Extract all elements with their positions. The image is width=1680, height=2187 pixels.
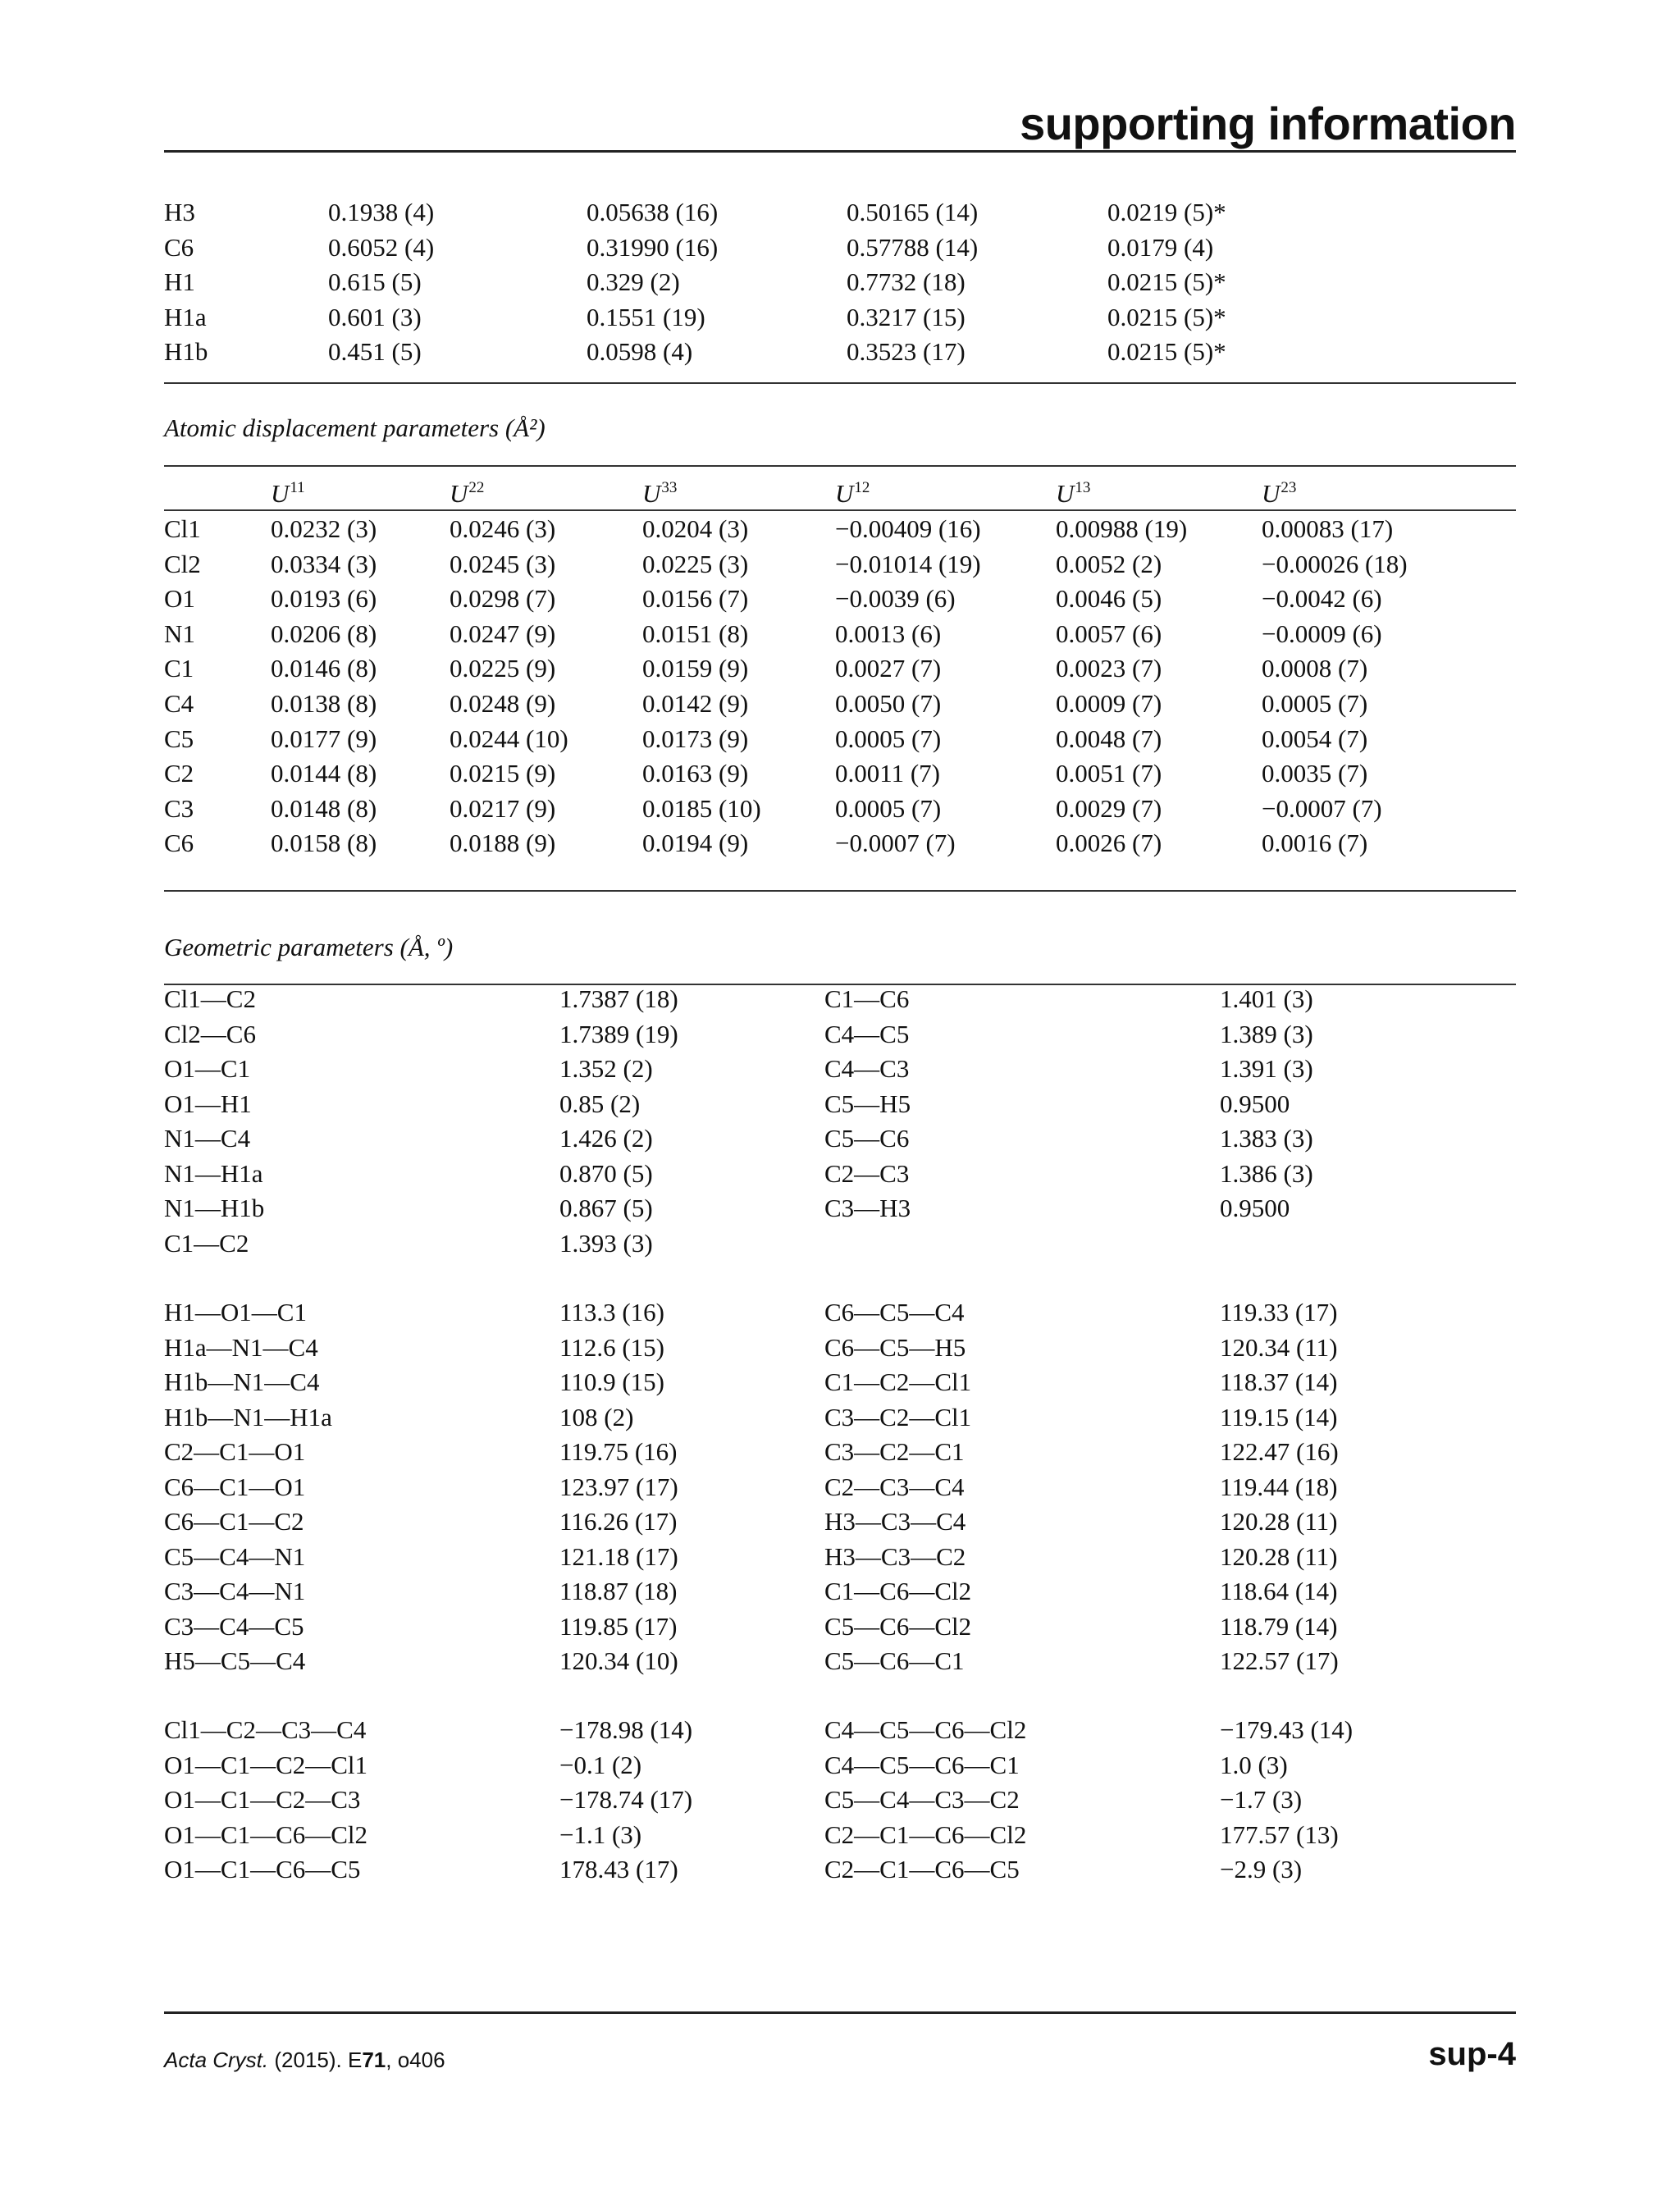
geom-torsion-cell: −0.1 (2) [559,1750,642,1779]
adp-cell: 0.0173 (9) [642,724,749,753]
adp-cell: C1 [164,654,194,683]
geom-angle-cell: C6—C1—C2 [164,1507,304,1536]
geom-bond-cell: 1.7387 (18) [559,984,678,1013]
geom-torsion-cell: 177.57 (13) [1220,1819,1339,1849]
adp-cell: 0.0148 (8) [271,793,377,823]
adp-cell: −0.01014 (19) [835,549,981,578]
adp-cell: 0.0146 (8) [271,654,377,683]
geom-angle-cell: C6—C1—O1 [164,1472,306,1501]
adp-cell: −0.0039 (6) [835,584,956,614]
geom-angle-cell: 119.33 (17) [1220,1298,1338,1326]
geom-bond-cell: C3—H3 [824,1194,911,1222]
adp-header-cell [271,470,305,511]
adp-header-cell [1262,470,1296,511]
geom-torsion-cell: 178.43 (17) [559,1855,678,1883]
coords-cell: 0.6052 (4) [328,232,435,262]
geom-bond-cell: N1—H1a [164,1158,263,1188]
adp-cell: 0.0057 (6) [1056,619,1162,648]
geom-bond-cell: N1—C4 [164,1124,251,1153]
footer-article: , o406 [386,2048,445,2072]
adp-header-symbol: U [835,479,854,508]
adp-cell: 0.0204 (3) [642,514,749,543]
adp-header-cell [642,470,677,511]
adp-cell: O1 [164,584,195,614]
geom-torsion-cell: C2—C1—C6—C5 [824,1855,1020,1883]
adp-header-symbol: U [1056,479,1075,508]
adp-cell: 0.0144 (8) [271,759,377,788]
geom-angle-cell: C1—C2—Cl1 [824,1367,972,1396]
adp-cell: C6 [164,829,194,858]
footer-volume-prefix: E [348,2048,363,2072]
adp-header-cell [1056,470,1090,511]
geom-angle-cell: C6—C5—H5 [824,1332,966,1362]
geom-angle-cell: 119.75 (16) [559,1437,678,1466]
adp-cell: C3 [164,793,194,823]
adp-cell: 0.0158 (8) [271,829,377,858]
adp-cell: 0.0246 (3) [450,514,556,543]
geom-angle-cell: 112.6 (15) [559,1332,664,1362]
adp-cell: 0.0009 (7) [1056,689,1162,718]
adp-header-symbol: U [1262,479,1281,508]
adp-section-title: Atomic displacement parameters (Å²) [164,413,546,442]
coords-cell: 0.0179 (4) [1107,232,1214,262]
adp-cell: 0.0215 (9) [450,759,556,788]
geom-torsion-cell: −179.43 (14) [1220,1715,1354,1744]
geom-angle-cell: C3—C4—C5 [164,1611,304,1641]
geom-angle-cell: C5—C6—C1 [824,1646,965,1675]
geom-torsion-cell: C4—C5—C6—C1 [824,1750,1020,1779]
coords-cell: 0.601 (3) [328,302,422,331]
adp-cell: 0.0244 (10) [450,724,568,753]
footer-citation [164,2048,445,2073]
coords-cell: 0.1938 (4) [328,198,435,226]
adp-cell: 0.0054 (7) [1262,724,1368,753]
coords-end-rule [164,382,1516,384]
coords-cell: 0.50165 (14) [847,198,979,226]
adp-cell: 0.0052 (2) [1056,549,1162,578]
geom-angle-cell: H3—C3—C4 [824,1507,966,1536]
geom-angle-cell: 116.26 (17) [559,1507,678,1536]
adp-cell: 0.0035 (7) [1262,759,1368,788]
geom-bond-cell: 0.870 (5) [559,1158,653,1188]
geom-bond-cell: 0.9500 [1220,1089,1290,1118]
adp-cell: 0.0193 (6) [271,584,377,614]
geom-bond-cell: C1—C6 [824,984,910,1013]
adp-header-index: 12 [854,479,870,496]
geom-bond-cell: O1—C1 [164,1054,251,1083]
adp-cell: 0.0048 (7) [1056,724,1162,753]
geom-angle-cell: 119.44 (18) [1220,1472,1338,1501]
geom-bond-cell: 0.85 (2) [559,1089,641,1118]
geom-section-title: Geometric parameters (Å, º) [164,933,454,961]
geom-angle-cell: C2—C1—O1 [164,1437,306,1466]
geom-bond-cell: O1—H1 [164,1089,252,1118]
adp-cell: 0.0298 (7) [450,584,556,614]
geom-angle-cell: 120.28 (11) [1220,1541,1338,1571]
geom-bond-cell: C5—H5 [824,1089,911,1118]
geom-torsion-cell: O1—C1—C2—C3 [164,1785,361,1814]
adp-cell: 0.0232 (3) [271,514,377,543]
geom-angle-cell: 120.28 (11) [1220,1507,1338,1536]
adp-header-index: 33 [661,479,678,496]
coords-cell: 0.0598 (4) [587,337,693,366]
coords-cell: 0.0215 (5)* [1107,302,1226,331]
adp-cell: 0.0156 (7) [642,584,749,614]
coords-cell: 0.57788 (14) [847,232,979,262]
geom-angle-cell: C3—C2—C1 [824,1437,965,1466]
adp-header-symbol: U [450,479,468,508]
geom-bond-cell: 1.386 (3) [1220,1158,1313,1188]
geom-bond-cell: 1.401 (3) [1220,984,1313,1013]
coords-cell: 0.0215 (5)* [1107,337,1226,366]
geom-torsion-cell: C5—C4—C3—C2 [824,1785,1020,1814]
geom-angle-cell: 113.3 (16) [559,1298,664,1326]
geom-angle-cell: H5—C5—C4 [164,1646,306,1675]
geom-torsion-cell: O1—C1—C2—Cl1 [164,1750,368,1779]
geom-bond-cell: C4—C5 [824,1019,910,1048]
adp-cell: 0.0011 (7) [835,759,940,788]
geom-angle-cell: 121.18 (17) [559,1541,678,1571]
geom-angle-cell: H1b—N1—C4 [164,1367,320,1396]
geom-torsion-cell: Cl1—C2—C3—C4 [164,1715,367,1744]
adp-cell: 0.0245 (3) [450,549,556,578]
geom-angle-cell: C5—C4—N1 [164,1541,306,1571]
geom-angle-cell: C3—C4—N1 [164,1577,306,1605]
coords-cell: 0.05638 (16) [587,198,719,226]
coords-cell: C6 [164,232,194,262]
geom-torsion-cell: 1.0 (3) [1220,1750,1288,1779]
adp-cell: 0.0142 (9) [642,689,749,718]
geom-bond-cell: C5—C6 [824,1124,910,1153]
geom-angle-cell: 123.97 (17) [559,1472,678,1501]
adp-header-index: 23 [1281,479,1297,496]
coords-cell: 0.329 (2) [587,267,680,296]
geom-angle-cell: 118.64 (14) [1220,1577,1338,1605]
adp-header-cell [835,470,870,511]
geom-bond-cell: 0.9500 [1220,1194,1290,1222]
adp-cell: 0.0005 (7) [835,793,942,823]
adp-cell: −0.00026 (18) [1262,549,1408,578]
geom-angle-cell: 119.15 (14) [1220,1402,1338,1431]
adp-cell: 0.0163 (9) [642,759,749,788]
adp-cell: 0.0185 (10) [642,793,761,823]
adp-cell: 0.0026 (7) [1056,829,1162,858]
adp-cell: −0.0009 (6) [1262,619,1382,648]
adp-cell: 0.0016 (7) [1262,829,1368,858]
geom-bond-cell: 1.7389 (19) [559,1019,678,1048]
coords-cell: 0.451 (5) [328,337,422,366]
adp-cell: Cl2 [164,549,201,578]
geom-bond-cell: 1.393 (3) [559,1228,653,1258]
adp-cell: 0.0005 (7) [1262,689,1368,718]
geom-angle-cell: 110.9 (15) [559,1367,664,1396]
adp-cell: 0.0177 (9) [271,724,377,753]
coords-cell: 0.0215 (5)* [1107,267,1226,296]
geom-bond-cell: C4—C3 [824,1054,910,1083]
geom-angle-cell: H1a—N1—C4 [164,1332,318,1362]
adp-cell: C2 [164,759,194,788]
adp-cell: C4 [164,689,194,718]
coords-cell: 0.7732 (18) [847,267,966,296]
adp-cell: 0.0027 (7) [835,654,942,683]
geom-torsion-cell: O1—C1—C6—Cl2 [164,1819,368,1849]
adp-cell: 0.0029 (7) [1056,793,1162,823]
adp-cell: 0.0023 (7) [1056,654,1162,683]
adp-cell: 0.00988 (19) [1056,514,1188,543]
geom-angle-cell: 118.37 (14) [1220,1367,1338,1396]
coords-cell: H1b [164,337,208,366]
adp-cell: 0.0005 (7) [835,724,942,753]
coords-cell: H3 [164,198,195,226]
adp-header-symbol: U [271,479,290,508]
geom-bond-cell: 1.391 (3) [1220,1054,1313,1083]
adp-header-index: 13 [1075,479,1091,496]
adp-cell: C5 [164,724,194,753]
coords-cell: H1a [164,302,207,331]
geom-bond-cell: N1—H1b [164,1194,265,1222]
geom-angle-cell: C3—C2—Cl1 [824,1402,972,1431]
adp-cell: 0.0050 (7) [835,689,942,718]
adp-cell: Cl1 [164,514,201,543]
geom-torsion-cell: O1—C1—C6—C5 [164,1855,361,1883]
coords-cell: 0.615 (5) [328,267,422,296]
adp-cell: −0.0007 (7) [1262,793,1382,823]
adp-header-symbol: U [642,479,661,508]
adp-cell: 0.0334 (3) [271,549,377,578]
geom-angle-cell: H3—C3—C2 [824,1541,966,1571]
geom-angle-cell: 119.85 (17) [559,1611,678,1641]
geom-bond-cell: C1—C2 [164,1228,249,1258]
coords-cell: 0.0219 (5)* [1107,198,1226,226]
adp-cell: −0.00409 (16) [835,514,981,543]
geom-bond-cell: 1.352 (2) [559,1054,653,1083]
footer-journal: Acta Cryst. [164,2048,269,2072]
coords-cell: 0.3523 (17) [847,337,966,366]
geom-angle-cell: C6—C5—C4 [824,1298,965,1326]
geom-torsion-cell: C4—C5—C6—Cl2 [824,1715,1027,1744]
adp-header-index: 22 [468,479,485,496]
adp-cell: 0.0247 (9) [450,619,556,648]
geom-torsion-cell: −1.1 (3) [559,1819,642,1849]
geom-angle-cell: 122.47 (16) [1220,1437,1339,1466]
geom-angle-cell: 118.87 (18) [559,1577,678,1605]
header-rule [164,150,1516,153]
geom-bond-cell: 1.383 (3) [1220,1124,1313,1153]
adp-cell: 0.0013 (6) [835,619,942,648]
coords-cell: 0.3217 (15) [847,302,966,331]
adp-top-rule [164,465,1516,467]
adp-cell: 0.0194 (9) [642,829,749,858]
geom-angle-cell: C2—C3—C4 [824,1472,965,1501]
adp-cell: −0.0007 (7) [835,829,956,858]
geom-bond-cell: 0.867 (5) [559,1194,653,1222]
geom-angle-cell: 122.57 (17) [1220,1646,1339,1675]
adp-cell: 0.0138 (8) [271,689,377,718]
adp-cell: N1 [164,619,195,648]
footer-year: (2015). [274,2048,342,2072]
adp-cell: 0.0217 (9) [450,793,556,823]
geom-torsion-cell: −2.9 (3) [1220,1855,1303,1883]
page-header-title: supporting information [1020,98,1516,149]
adp-cell: 0.0008 (7) [1262,654,1368,683]
geom-bond-cell: 1.426 (2) [559,1124,653,1153]
adp-cell: 0.0051 (7) [1056,759,1162,788]
geom-torsion-cell: −178.74 (17) [559,1785,693,1814]
adp-cell: 0.0248 (9) [450,689,556,718]
footer-page-number: sup-4 [1428,2036,1516,2072]
adp-end-rule [164,890,1516,892]
geom-bond-cell: 1.389 (3) [1220,1019,1313,1048]
coords-cell: 0.1551 (19) [587,302,705,331]
geom-angle-cell: 120.34 (11) [1220,1332,1338,1362]
adp-header-index: 11 [290,479,305,496]
geom-angle-cell: C1—C6—Cl2 [824,1577,972,1605]
footer-rule [164,2011,1516,2014]
footer-volume-number: 71 [362,2048,386,2072]
geom-angle-cell: 120.34 (10) [559,1646,678,1675]
geom-bond-cell: Cl2—C6 [164,1019,256,1048]
adp-cell: −0.0042 (6) [1262,584,1382,614]
adp-cell: 0.0159 (9) [642,654,749,683]
geom-torsion-cell: −178.98 (14) [559,1715,693,1744]
geom-angle-cell: H1—O1—C1 [164,1298,307,1326]
coords-cell: H1 [164,267,195,296]
coords-cell: 0.31990 (16) [587,232,719,262]
geom-torsion-cell: −1.7 (3) [1220,1785,1303,1814]
geom-bond-cell: C2—C3 [824,1158,910,1188]
adp-cell: 0.0151 (8) [642,619,749,648]
geom-bond-cell: Cl1—C2 [164,984,256,1013]
adp-cell: 0.0206 (8) [271,619,377,648]
geom-angle-cell: 108 (2) [559,1402,634,1431]
adp-cell: 0.0188 (9) [450,829,556,858]
adp-cell: 0.0225 (3) [642,549,749,578]
geom-angle-cell: H1b—N1—H1a [164,1402,332,1431]
adp-cell: 0.0225 (9) [450,654,556,683]
geom-angle-cell: C5—C6—Cl2 [824,1611,972,1641]
geom-angle-cell: 118.79 (14) [1220,1611,1338,1641]
geom-torsion-cell: C2—C1—C6—Cl2 [824,1819,1027,1849]
adp-cell: 0.00083 (17) [1262,514,1394,543]
adp-cell: 0.0046 (5) [1056,584,1162,614]
adp-header-cell [450,470,484,511]
